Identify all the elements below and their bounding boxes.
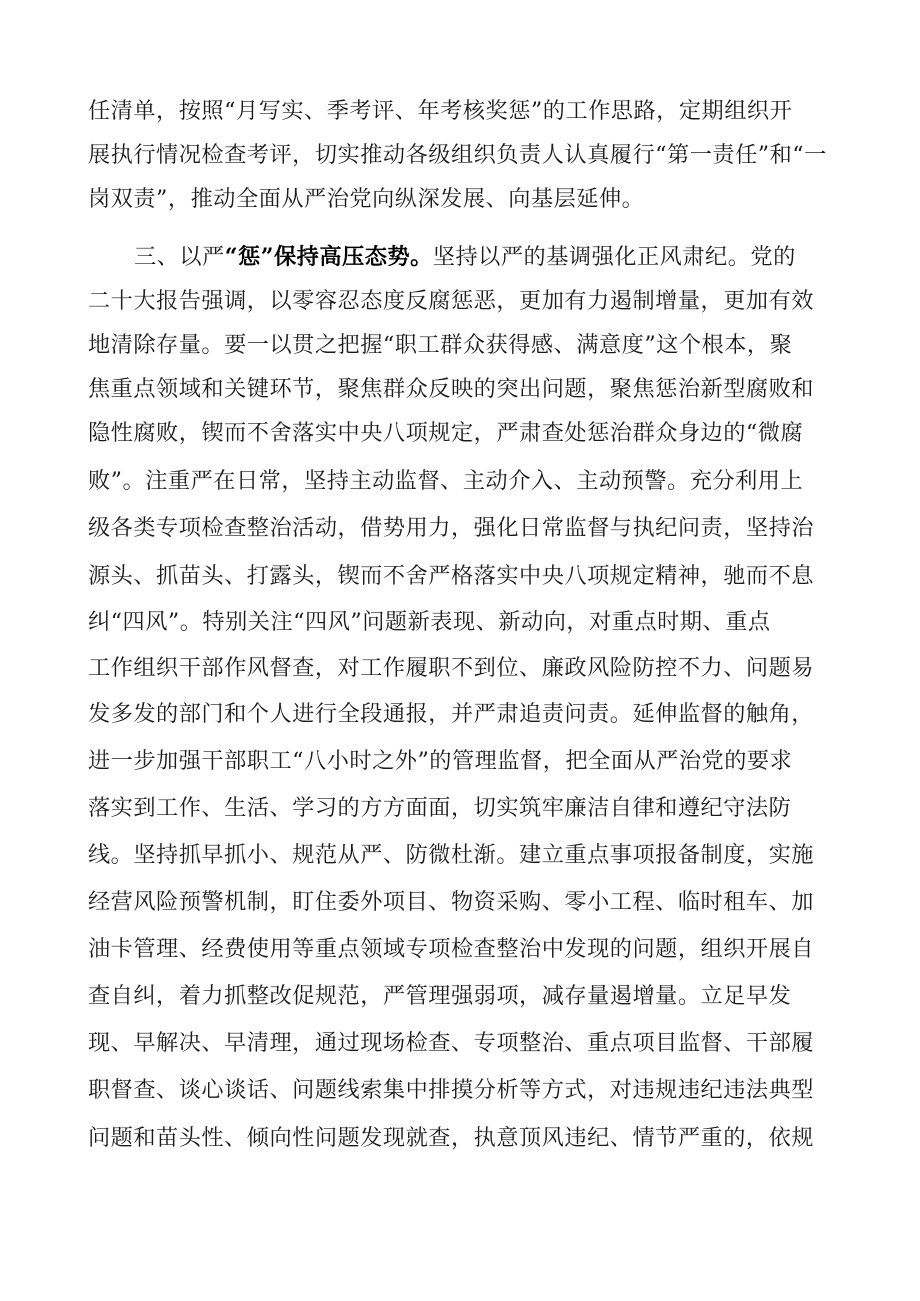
body-text-line: 二十大报告强调，以零容忍态度反腐惩恶，更加有力遏制增量，更加有效: [88, 288, 814, 314]
body-text-line: 纠“四风”。特别关注“四风”问题新表现、新动向，对重点时期、重点: [88, 609, 771, 635]
body-text-line: 源头、抓苗头、打露头，锲而不舍严格落实中央八项规定精神，驰而不息: [88, 563, 814, 589]
body-text-line: 地清除存量。要一以贯之把握“职工群众获得感、满意度”这个根本，聚: [88, 332, 793, 358]
body-text-line: 工作组织干部作风督查，对工作履职不到位、廉政风险防控不力、问题易: [88, 655, 814, 681]
body-text-line: 级各类专项检查整治活动，借势用力，强化日常监督与执纪问责，坚持治: [88, 515, 814, 541]
body-text-line: 隐性腐败，锲而不舍落实中央八项规定，严肃查处惩治群众身边的“微腐: [88, 420, 804, 446]
body-text-line: 岗双责”，推动全面从严治党向纵深发展、向基层延伸。: [88, 186, 645, 212]
body-text-line: 线。坚持抓早抓小、规范从严、防微杜渐。建立重点事项报备制度，实施: [88, 842, 814, 868]
section-heading-line: [134, 237, 828, 277]
body-text-line: 落实到工作、生活、学习的方方面面，切实筑牢廉洁自律和遵纪守法防: [88, 795, 792, 821]
body-text-line: 职督查、谈心谈话、问题线索集中排摸分析等方式，对违规违纪违法典型: [88, 1077, 814, 1103]
body-text-line: 进一步加强干部职工“八小时之外”的管理监督，把全面从严治党的要求: [88, 748, 793, 774]
body-text-line: 任清单，按照“月写实、季考评、年考核奖惩”的工作思路，定期组织开: [88, 98, 793, 124]
body-text-line: 查自纠，着力抓整改促规范，严管理强弱项，减存量遏增量。立足早发: [88, 983, 792, 1009]
body-text-line: 发多发的部门和个人进行全段通报，并严肃追责问责。延伸监督的触角，: [88, 701, 814, 727]
section-intro-text: 坚持以严的基调强化正风肃纪。党的: [432, 244, 796, 270]
body-text-line: 经营风险预警机制，盯住委外项目、物资采购、零小工程、临时租车、加: [88, 889, 814, 915]
body-text-line: 油卡管理、经费使用等重点领域专项检查整治中发现的问题，组织开展自: [88, 936, 814, 962]
body-text-line: 问题和苗头性、倾向性问题发现就查，执意顶风违纪、情节严重的，依规: [88, 1125, 814, 1151]
body-text-line: 焦重点领域和关键环节，聚焦群众反映的突出问题，聚焦惩治新型腐败和: [88, 376, 814, 402]
section-number: 三、以严: [134, 244, 225, 270]
body-text-line: 现、早解决、早清理，通过现场检查、专项整治、重点项目监督、干部履: [88, 1030, 814, 1056]
body-text-line: 展执行情况检查考评，切实推动各级组织负责人认真履行“第一责任”和“一: [88, 142, 827, 168]
body-text-line: 败”。注重严在日常，坚持主动监督、主动介入、主动预警。充分利用上: [88, 468, 804, 494]
section-heading: “惩”保持高压态势。: [224, 244, 433, 270]
